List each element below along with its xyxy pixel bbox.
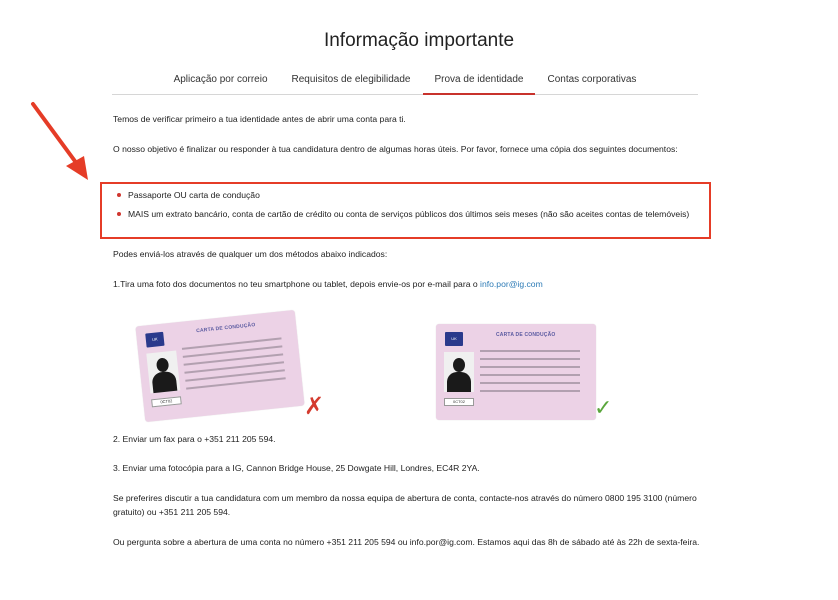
objective-text: O nosso objetivo é finalizar ou responder à tua candidatura dentro de algumas horas úteis. Por favor, fornece uma cópia dos seguintes documentos: xyxy=(113,144,678,154)
cross-icon: ✗ xyxy=(304,392,325,420)
questions-text: Ou pergunta sobre a abertura de uma conta no número +351 211 205 594 ou info.por@ig.com. Estamos aqui das 8h de sábado até às 22h de sexta-feira. xyxy=(113,537,700,547)
checkmark-icon: ✓ xyxy=(594,396,613,421)
method-1-label: 1.Tira uma foto dos documentos no teu smartphone ou tablet, depois envie-os por e-mail para o xyxy=(113,279,481,289)
red-arrow-icon xyxy=(28,100,98,190)
card-title: CARTA DE CONDUÇÃO xyxy=(195,322,256,335)
tab-eligibility[interactable]: Requisitos de elegibilidade xyxy=(291,74,411,85)
intro-text: Temos de verificar primeiro a tua identidade antes de abrir uma conta para ti. xyxy=(113,114,406,124)
methods-intro-text: Podes enviá-los através de qualquer um dos métodos abaixo indicados: xyxy=(113,249,388,259)
person-photo-icon xyxy=(146,350,180,393)
method-1-text xyxy=(113,277,711,291)
list-item: MAIS um extrato bancário, conta de cartão de crédito ou conta de serviços públicos dos últimos seis meses (não são aceites contas de telemóveis) xyxy=(114,207,706,221)
person-photo-icon xyxy=(444,352,474,392)
tab-corporate-accounts[interactable]: Contas corporativas xyxy=(547,74,637,85)
email-link[interactable]: info.por@ig.com xyxy=(480,279,543,289)
card-code: 0CT02 xyxy=(444,398,474,406)
list-item: Passaporte OU carta de condução xyxy=(114,188,706,202)
license-card-wrong xyxy=(135,310,304,422)
page-title: Informação importante xyxy=(323,30,515,51)
document-list xyxy=(114,188,706,226)
eu-flag-icon: UK xyxy=(445,332,463,346)
license-card-right xyxy=(436,324,596,420)
method-2-text: 2. Enviar um fax para o +351 211 205 594. xyxy=(113,434,276,444)
tab-bar xyxy=(112,74,698,95)
discuss-text: Se preferires discutir a tua candidatura com um membro da nossa equipa de abertura de conta, contacte-nos através do número 0800 195 3100 (número gratuito) ou +351 211 205 594. xyxy=(113,493,697,517)
card-code: 0CT02 xyxy=(151,396,182,407)
tab-mail-application[interactable]: Aplicação por correio xyxy=(173,74,268,85)
tab-proof-of-identity[interactable]: Prova de identidade xyxy=(435,74,524,94)
eu-flag-icon: UK xyxy=(145,332,164,348)
method-3-text: 3. Enviar uma fotocópia para a IG, Cannon Bridge House, 25 Dowgate Hill, Londres, EC4R 2YA. xyxy=(113,463,480,473)
card-title: CARTA DE CONDUÇÃO xyxy=(496,332,556,338)
